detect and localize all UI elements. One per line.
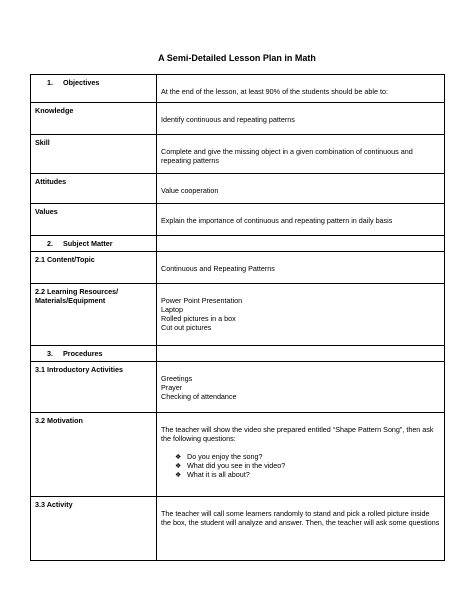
document-title: A Semi-Detailed Lesson Plan in Math — [158, 53, 316, 63]
content-text: Continuous and Repeating Patterns — [161, 264, 275, 273]
lesson-plan-table — [30, 74, 445, 561]
table-row-motivation — [31, 413, 445, 497]
row-value-values — [157, 204, 445, 236]
list-item: Power Point Presentation — [161, 296, 243, 305]
list-item: ❖ What did you see in the video? — [175, 461, 286, 470]
row-label-subject-matter — [31, 236, 157, 252]
section-number: 2. — [47, 239, 53, 248]
resources-label-line1: 2.2 Learning Resources/ — [35, 287, 119, 296]
row-value-introductory — [157, 362, 445, 413]
table-row-knowledge — [31, 103, 445, 135]
row-value-subject-matter — [157, 236, 445, 252]
row-label-knowledge: Knowledge — [31, 103, 157, 135]
list-item: Greetings — [161, 374, 193, 383]
row-label-skill: Skill — [31, 135, 157, 174]
diamond-bullet-icon: ❖ — [175, 470, 182, 479]
attitudes-text: Value cooperation — [161, 186, 219, 195]
objectives-text: At the end of the lesson, at least 90% of the students should be able to: — [161, 87, 388, 96]
section-label: Procedures — [63, 349, 103, 358]
table-row-procedures — [31, 346, 445, 362]
table-row-subject-matter — [31, 236, 445, 252]
list-item: Cut out pictures — [161, 323, 212, 332]
list-item: Laptop — [161, 305, 183, 314]
row-label-content: 2.1 Content/Topic — [31, 252, 157, 284]
table-row-attitudes — [31, 174, 445, 204]
table-row-introductory — [31, 362, 445, 413]
row-value-content — [157, 252, 445, 284]
row-value-objectives — [157, 75, 445, 103]
list-item: ❖ What it is all about? — [175, 470, 250, 479]
diamond-bullet-icon: ❖ — [175, 452, 182, 461]
row-label-procedures — [31, 346, 157, 362]
section-label: Objectives — [63, 78, 100, 87]
row-label-activity: 3.3 Activity — [31, 497, 157, 561]
skill-text: Complete and give the missing object in a given combination of continuous and repeating patterns — [161, 147, 413, 165]
row-value-procedures — [157, 346, 445, 362]
row-value-skill — [157, 135, 445, 174]
table-row-activity — [31, 497, 445, 561]
row-value-motivation — [157, 413, 445, 497]
table-row-resources — [31, 284, 445, 346]
row-label-introductory: 3.1 Introductory Activities — [31, 362, 157, 413]
table-row-skill — [31, 135, 445, 174]
row-label-motivation: 3.2 Motivation — [31, 413, 157, 497]
table-row-content — [31, 252, 445, 284]
activity-text: The teacher will call some learners randomly to stand and pick a rolled picture inside the box, the student will analyze and answer. Then, the teacher will ask some questions — [161, 509, 440, 527]
row-label-attitudes: Attitudes — [31, 174, 157, 204]
table-row-objectives — [31, 75, 445, 103]
section-number: 3. — [47, 349, 53, 358]
diamond-bullet-icon: ❖ — [175, 461, 182, 470]
row-label-values: Values — [31, 204, 157, 236]
row-value-knowledge — [157, 103, 445, 135]
section-label: Subject Matter — [63, 239, 113, 248]
row-value-activity — [157, 497, 445, 561]
row-value-resources — [157, 284, 445, 346]
row-label-resources — [31, 284, 157, 346]
resources-label-line2: Materials/Equipment — [35, 296, 106, 305]
list-item: ❖ Do you enjoy the song? — [175, 452, 263, 461]
list-item: Prayer — [161, 383, 183, 392]
motivation-intro: The teacher will show the video she prepared entitled “Shape Pattern Song”, then ask the following questions: — [161, 425, 434, 443]
row-value-attitudes — [157, 174, 445, 204]
list-item: Rolled pictures in a box — [161, 314, 236, 323]
section-number: 1. — [47, 78, 53, 87]
table-row-values — [31, 204, 445, 236]
values-text: Explain the importance of continuous and repeating pattern in daily basis — [161, 216, 393, 225]
knowledge-text: Identify continuous and repeating patterns — [161, 115, 295, 124]
list-item: Checking of attendance — [161, 392, 237, 401]
row-label-objectives — [31, 75, 157, 103]
